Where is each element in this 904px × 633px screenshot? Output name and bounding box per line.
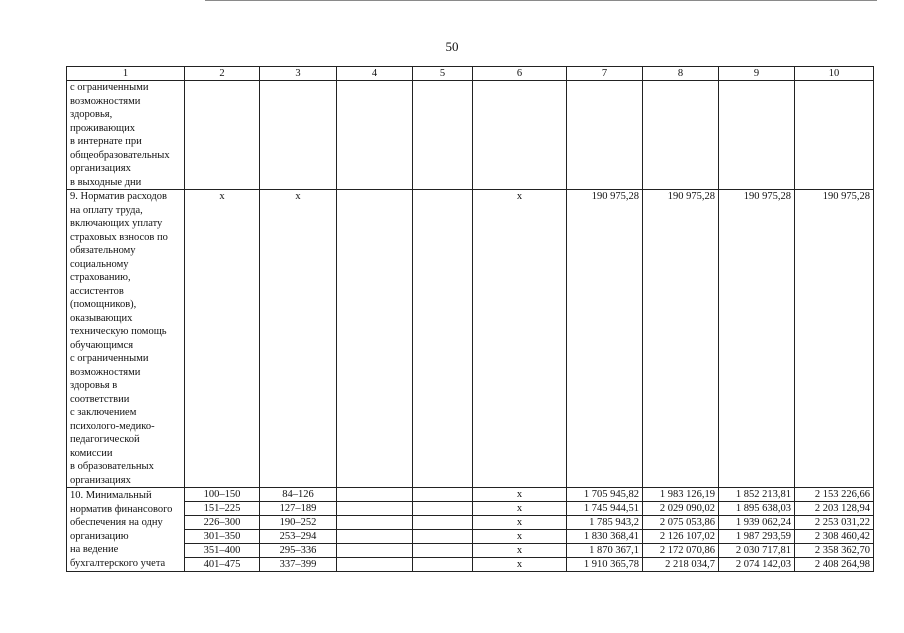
table-cell (795, 81, 874, 190)
table-cell (719, 81, 795, 190)
table-cell: 1 870 367,1 (567, 544, 643, 558)
table-cell (413, 558, 473, 572)
column-numbers-row (67, 67, 874, 81)
table-row-norm-9 (67, 190, 874, 488)
table-cell: 190 975,28 (795, 190, 874, 488)
table-cell: 253–294 (260, 530, 337, 544)
col-header-5: 5 (413, 67, 473, 81)
row-label: 9. Норматив расходов на оплату труда, включающих уплату страховых взносов по обязательному социальному страхованию, ассистентов (помощников), оказывающих техническую помощь обучающимся с ограниченными возможностями здоровья в соответствии с заключением психолого-медико- педагогической комиссии в образовательных организациях (67, 190, 185, 488)
table-cell: 190 975,28 (567, 190, 643, 488)
table-cell: 2 358 362,70 (795, 544, 874, 558)
table-cell (337, 530, 413, 544)
table-cell (337, 516, 413, 530)
table-cell: 2 408 264,98 (795, 558, 874, 572)
table-cell: 351–400 (185, 544, 260, 558)
table-cell: 1 830 368,41 (567, 530, 643, 544)
table-cell: 1 983 126,19 (643, 488, 719, 502)
scan-edge-line (205, 0, 877, 1)
table-cell: 190 975,28 (643, 190, 719, 488)
table-cell (413, 488, 473, 502)
table-cell: 1 987 293,59 (719, 530, 795, 544)
table-cell: 2 218 034,7 (643, 558, 719, 572)
table-cell: х (473, 502, 567, 516)
table-cell (567, 81, 643, 190)
table-cell: 2 253 031,22 (795, 516, 874, 530)
col-header-1: 1 (67, 67, 185, 81)
table-cell: х (473, 488, 567, 502)
table-cell (413, 190, 473, 488)
table-cell: 100–150 (185, 488, 260, 502)
table-cell: 301–350 (185, 530, 260, 544)
col-header-7: 7 (567, 67, 643, 81)
row-label: 10. Минимальный норматив финансового обеспечения на одну организацию на ведение бухгалтерского учета (67, 488, 185, 572)
table-cell: 1 895 638,03 (719, 502, 795, 516)
table-cell (413, 516, 473, 530)
table-row-norm-10-sub-3 (67, 516, 874, 530)
table-row-boarding-weekend (67, 81, 874, 190)
table-cell: 1 939 062,24 (719, 516, 795, 530)
col-header-9: 9 (719, 67, 795, 81)
col-header-2: 2 (185, 67, 260, 81)
table-cell: х (473, 530, 567, 544)
table-cell: 1 745 944,51 (567, 502, 643, 516)
table-cell: 226–300 (185, 516, 260, 530)
table-cell: х (185, 190, 260, 488)
table-row-norm-10-sub-2 (67, 502, 874, 516)
table-row-norm-10-sub-1 (67, 488, 874, 502)
table-cell: 2 308 460,42 (795, 530, 874, 544)
table-cell: 2 153 226,66 (795, 488, 874, 502)
table-cell: 295–336 (260, 544, 337, 558)
table-cell: 2 030 717,81 (719, 544, 795, 558)
table-cell: 2 029 090,02 (643, 502, 719, 516)
table-cell: х (260, 190, 337, 488)
table-cell: 2 172 070,86 (643, 544, 719, 558)
table-cell (473, 81, 567, 190)
table-cell: 337–399 (260, 558, 337, 572)
table-cell: 2 126 107,02 (643, 530, 719, 544)
table-cell: 2 203 128,94 (795, 502, 874, 516)
table-row-norm-10-sub-4 (67, 530, 874, 544)
row-label: с ограниченными возможностями здоровья, проживающих в интернате при общеобразовательных организациях в выходные дни (67, 81, 185, 190)
table-cell: 190 975,28 (719, 190, 795, 488)
table-cell: 2 075 053,86 (643, 516, 719, 530)
table-cell (337, 558, 413, 572)
table-cell: 1 910 365,78 (567, 558, 643, 572)
table-cell (413, 544, 473, 558)
table-cell (643, 81, 719, 190)
table-row-norm-10-sub-6 (67, 558, 874, 572)
table-cell: 127–189 (260, 502, 337, 516)
table-cell: 1 705 945,82 (567, 488, 643, 502)
table-cell: 190–252 (260, 516, 337, 530)
col-header-10: 10 (795, 67, 874, 81)
table-cell (337, 488, 413, 502)
table-cell: 84–126 (260, 488, 337, 502)
table-cell (337, 544, 413, 558)
table-cell: х (473, 558, 567, 572)
norms-table (66, 66, 874, 572)
table-cell (185, 81, 260, 190)
table-cell (337, 190, 413, 488)
page-number: 50 (445, 39, 459, 54)
table-cell (413, 81, 473, 190)
table-cell (413, 530, 473, 544)
table-cell (413, 502, 473, 516)
table-cell: 2 074 142,03 (719, 558, 795, 572)
col-header-8: 8 (643, 67, 719, 81)
table-cell: 1 852 213,81 (719, 488, 795, 502)
table-cell: 1 785 943,2 (567, 516, 643, 530)
table-cell (260, 81, 337, 190)
table-cell (337, 81, 413, 190)
table-cell: х (473, 544, 567, 558)
table-cell: 151–225 (185, 502, 260, 516)
table-cell (337, 502, 413, 516)
table-cell: х (473, 190, 567, 488)
col-header-6: 6 (473, 67, 567, 81)
table-cell: 401–475 (185, 558, 260, 572)
col-header-4: 4 (337, 67, 413, 81)
col-header-3: 3 (260, 67, 337, 81)
table-row-norm-10-sub-5 (67, 544, 874, 558)
table-cell: х (473, 516, 567, 530)
